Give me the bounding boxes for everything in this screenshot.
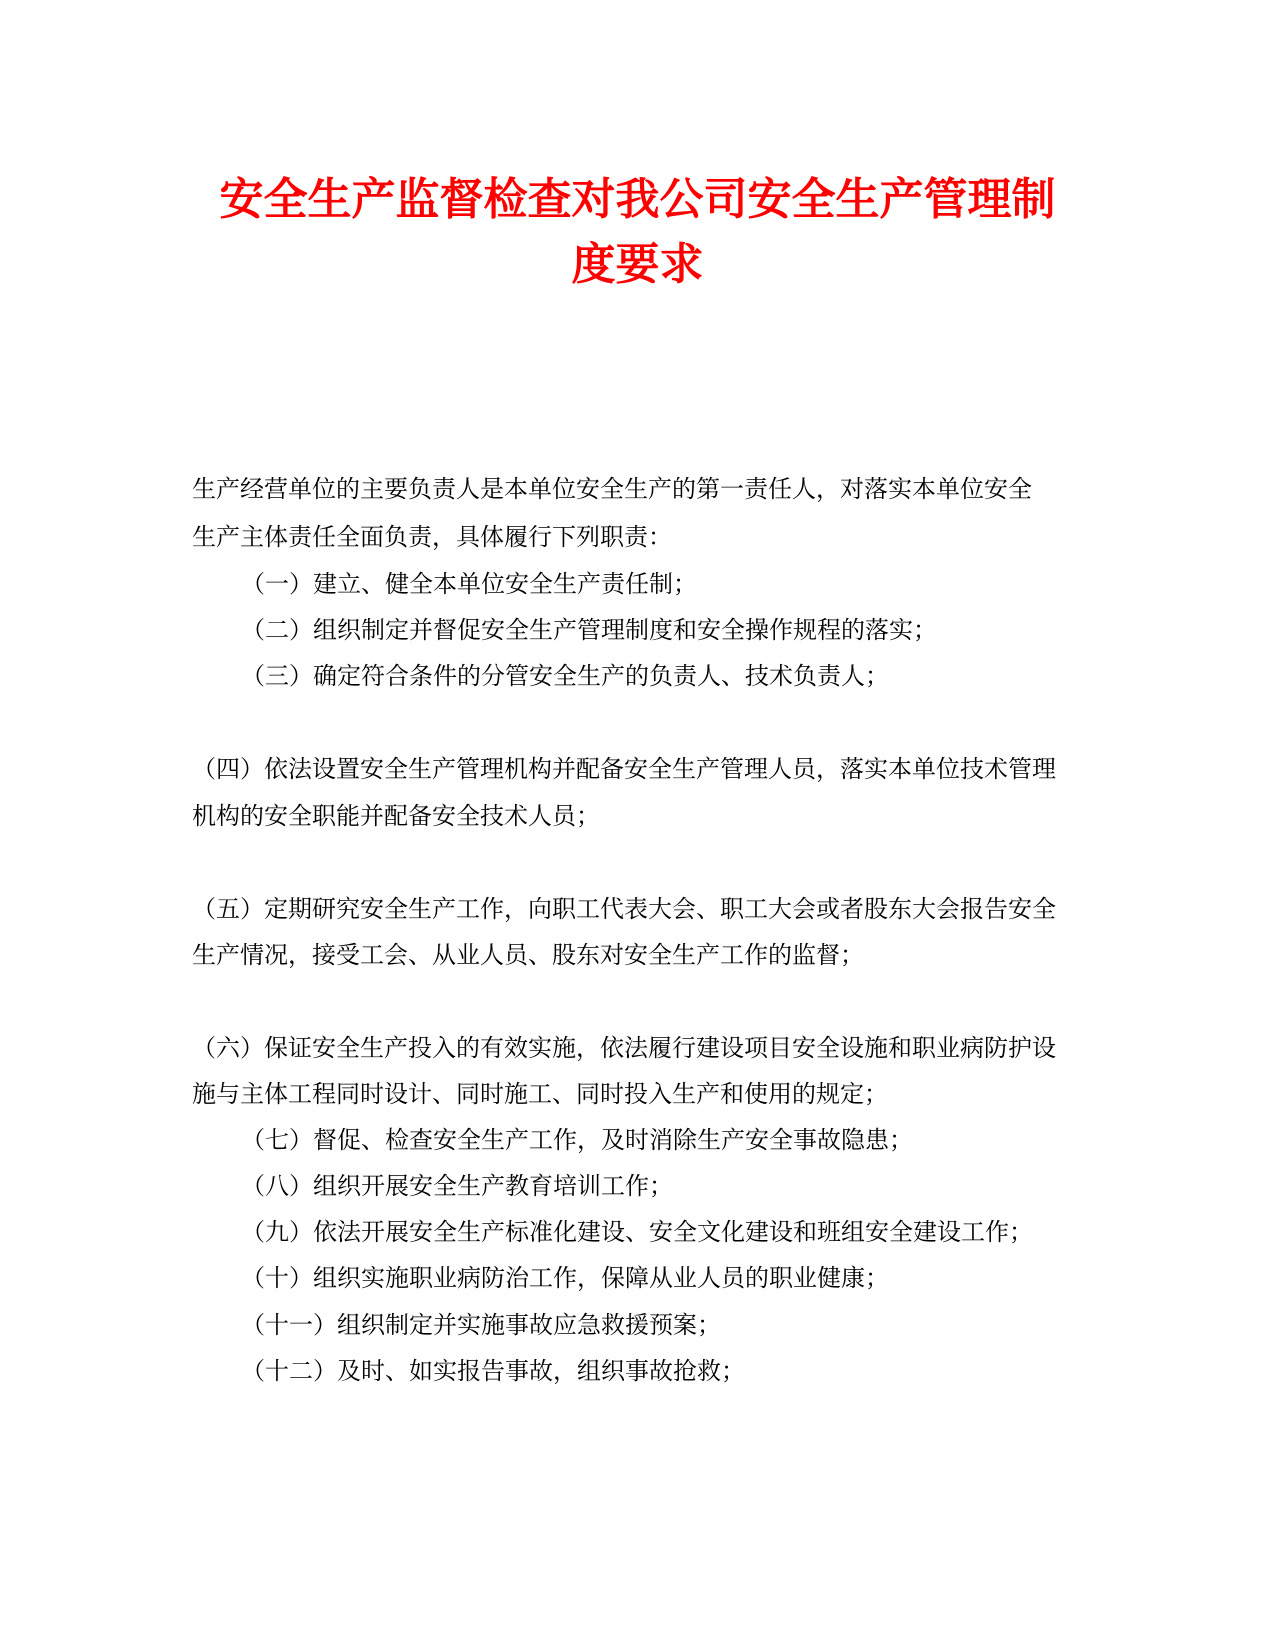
duty-item-9: （九）依法开展安全生产标准化建设、安全文化建设和班组安全建设工作； [241, 1218, 1033, 1246]
duty-item-7: （七）督促、检查安全生产工作，及时消除生产安全事故隐患； [241, 1126, 913, 1154]
duty-item-4-line-1: （四）依法设置安全生产管理机构并配备安全生产管理人员，落实本单位技术管理 [192, 755, 1056, 783]
duty-item-5-line-2: 生产情况，接受工会、从业人员、股东对安全生产工作的监督； [192, 941, 864, 969]
intro-line-1: 生产经营单位的主要负责人是本单位安全生产的第一责任人，对落实本单位安全 [192, 475, 1032, 503]
duty-item-1: （一）建立、健全本单位安全生产责任制； [241, 570, 697, 598]
duty-item-5-line-1: （五）定期研究安全生产工作，向职工代表大会、职工大会或者股东大会报告安全 [192, 895, 1056, 923]
document-title-line-2: 度要求 [571, 239, 704, 290]
duty-item-6-line-2: 施与主体工程同时设计、同时施工、同时投入生产和使用的规定； [192, 1080, 888, 1108]
duty-item-4-line-2: 机构的安全职能并配备安全技术人员； [192, 802, 600, 830]
duty-item-3: （三）确定符合条件的分管安全生产的负责人、技术负责人； [241, 662, 889, 690]
duty-item-8: （八）组织开展安全生产教育培训工作； [241, 1172, 673, 1200]
duty-item-2: （二）组织制定并督促安全生产管理制度和安全操作规程的落实； [241, 616, 937, 644]
duty-item-12: （十二）及时、如实报告事故，组织事故抢救； [241, 1357, 745, 1385]
duty-item-6-line-1: （六）保证安全生产投入的有效实施，依法履行建设项目安全设施和职业病防护设 [192, 1034, 1056, 1062]
duty-item-11: （十一）组织制定并实施事故应急救援预案； [241, 1311, 721, 1339]
intro-line-2: 生产主体责任全面负责，具体履行下列职责： [192, 523, 672, 551]
duty-item-10: （十）组织实施职业病防治工作，保障从业人员的职业健康； [241, 1264, 889, 1292]
document-title-line-1: 安全生产监督检查对我公司安全生产管理制 [219, 174, 1056, 225]
